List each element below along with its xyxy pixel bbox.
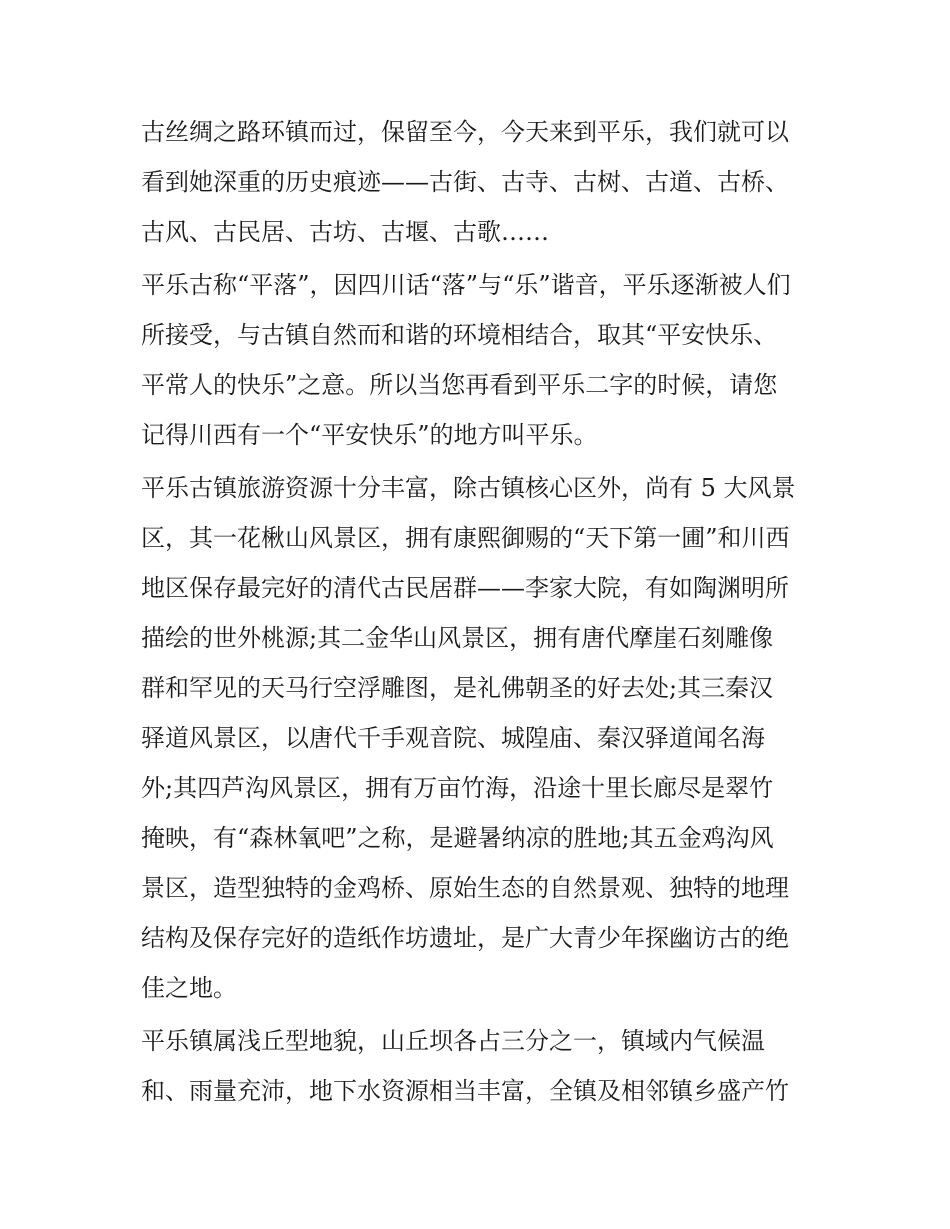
- text-line: 记得川西有一个“平安快乐”的地方叫平乐。: [141, 421, 598, 449]
- paragraph: [141, 463, 821, 1013]
- text-line: 佳之地。: [141, 974, 237, 1002]
- text-line: 平常人的快乐”之意。所以当您再看到平乐二字的时候，请您: [141, 371, 778, 399]
- text-line: 所接受，与古镇自然而和谐的环境相结合，取其“平安快乐、: [141, 321, 778, 349]
- paragraph: [141, 260, 821, 460]
- text-line: 古风、古民居、古坊、古堰、古歌……: [141, 218, 549, 246]
- text-line: 群和罕见的天马行空浮雕图，是礼佛朝圣的好去处;其三秦汉: [141, 674, 774, 702]
- text-line: 古丝绸之路环镇而过，保留至今，今天来到平乐，我们就可以: [141, 118, 789, 146]
- text-line: 掩映，有“森林氧吧”之称，是避暑纳凉的胜地;其五金鸡沟风: [141, 824, 774, 852]
- paragraph: [141, 107, 821, 257]
- text-line: 景区，造型独特的金鸡桥、原始生态的自然景观、独特的地理: [141, 874, 789, 902]
- text-line: 结构及保存完好的造纸作坊遗址，是广大青少年探幽访古的绝: [141, 924, 789, 952]
- text-line: 和、雨量充沛，地下水资源相当丰富，全镇及相邻镇乡盛产竹: [141, 1077, 789, 1105]
- text-line: 平乐镇属浅丘型地貌，山丘坝各占三分之一，镇域内气候温: [141, 1027, 765, 1055]
- text-line: 描绘的世外桃源;其二金华山风景区，拥有唐代摩崖石刻雕像: [141, 624, 774, 652]
- text-line: 驿道风景区，以唐代千手观音院、城隍庙、秦汉驿道闻名海: [141, 724, 765, 752]
- document-body: [141, 107, 821, 1116]
- paragraph: [141, 1016, 821, 1116]
- text-line: 看到她深重的历史痕迹——古街、古寺、古树、古道、古桥、: [141, 168, 789, 196]
- text-line: 平乐古镇旅游资源十分丰富，除古镇核心区外，尚有 5 大风景: [141, 474, 796, 502]
- text-line: 区，其一花楸山风景区，拥有康熙御赐的“天下第一圃”和川西: [141, 524, 790, 552]
- text-line: 平乐古称“平落”，因四川话“落”与“乐”谐音，平乐逐渐被人们: [141, 271, 791, 299]
- text-line: 地区保存最完好的清代古民居群——李家大院，有如陶渊明所: [141, 574, 789, 602]
- text-line: 外;其四芦沟风景区，拥有万亩竹海，沿途十里长廊尽是翠竹: [141, 774, 774, 802]
